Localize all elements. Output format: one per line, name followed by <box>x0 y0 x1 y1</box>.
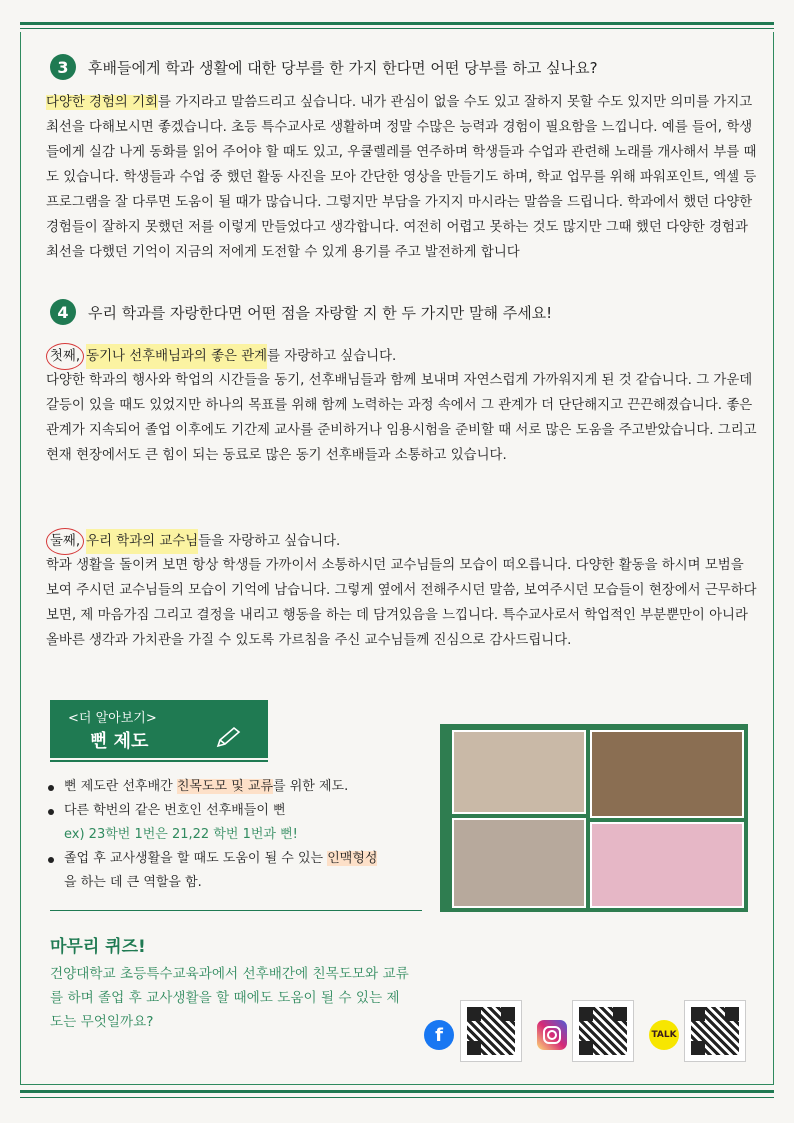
bullet-dot <box>48 857 54 863</box>
second-point-body: 학과 생활을 돌이켜 보면 항상 학생들 가까이서 소통하시던 교수님들의 모습이 떠오릅니다. 다양한 활동을 하시며 모범을 보여 주시던 교수님들의 모습이 기억에 남습니다. 그렇게 옆에서 전해주시던 말씀, 보여주시던 모습들이 현장에서 근무하다 보면, 제 마음가짐 그리고 결정을 내리고 행동을 하는 데 담겨있음을 느낍니다. 특수교사로서 학업적인 부분뿐만이 아니라 올바른 생각과 가치관을 가질 수 있도록 가르침을 주신 교수님들께 진심으로 감사드립니다. <box>46 558 757 648</box>
bottom-rule <box>20 1090 774 1093</box>
bullet-text: 졸업 후 교사생활을 할 때도 도움이 될 수 있는 <box>64 851 328 866</box>
pencil-icon <box>212 726 242 750</box>
instagram-qr-code[interactable] <box>572 1000 634 1062</box>
question-number-badge: 4 <box>50 299 76 325</box>
photo-dinner <box>590 730 744 818</box>
bullet-text: 다른 학번의 같은 번호인 선후배들이 뻔 <box>64 803 286 818</box>
banner-title: 뻔 제도 <box>90 731 149 752</box>
second-marker: 둘째, <box>46 528 84 555</box>
question-number-badge: 3 <box>50 54 76 80</box>
question-text: 우리 학과를 자랑한다면 어떤 점을 자랑할 지 한 두 가지만 말해 주세요! <box>88 303 553 322</box>
photo-friends-selfie <box>452 730 586 814</box>
lead-tail: 들을 자랑하고 싶습니다. <box>198 534 341 549</box>
bullet-dot <box>48 785 54 791</box>
list-item <box>48 847 438 895</box>
highlight-text: 인맥형성 <box>327 851 378 866</box>
question-4 <box>50 299 552 325</box>
example-line: ex) 23학번 1번은 21,22 학번 1번과 뻔! <box>64 827 298 842</box>
first-marker: 첫째, <box>46 343 84 370</box>
top-rule-thin <box>20 28 774 29</box>
list-item <box>48 775 438 799</box>
first-point-body: 다양한 학과의 행사와 학업의 시간들을 동기, 선후배님들과 함께 보내며 자연스럽게 가까워지게 된 것 같습니다. 그 가운데 갈등이 있을 때도 있었지만 하나의 목표를 위해 함께 노력하는 과정 속에서 그 관계가 더 단단해지고 끈끈해졌습니다. 좋은 관계가 지속되어 졸업 이후에도 기간제 교사를 준비하거나 임용시험을 준비할 때 서로 많은 도움을 주고받았습니다. 그리고 현재 현장에서도 큰 힘이 되는 동료로 많은 동기 선후배들과 소통하고 있습니다. <box>46 373 757 463</box>
question-3 <box>50 54 598 80</box>
banner-subtitle: <더 알아보기> <box>68 711 157 726</box>
highlight-text: 동기나 선후배님과의 좋은 관계 <box>86 344 267 369</box>
bottom-rule-thin <box>20 1097 774 1098</box>
photo-group <box>452 818 586 908</box>
answer-3 <box>46 90 758 265</box>
lead-tail: 를 자랑하고 싶습니다. <box>267 349 397 364</box>
highlight-text: 다양한 경험의 기회 <box>46 95 158 110</box>
bun-system-list <box>48 775 438 895</box>
photo-collage <box>440 724 748 912</box>
highlight-text: 친목도모 및 교류 <box>176 779 274 794</box>
first-point-lead <box>46 343 396 370</box>
facebook-icon[interactable]: f <box>424 1020 454 1050</box>
bullet-text: 을 하는 데 큰 역할을 함. <box>64 875 202 890</box>
list-item <box>48 799 438 823</box>
highlight-text: 우리 학과의 교수님 <box>86 529 198 554</box>
banner-underline <box>50 760 268 762</box>
photo-booth <box>590 822 744 908</box>
quiz-text: 건양대학교 초등특수교육과에서 선후배간에 친목도모와 교류를 하며 졸업 후 교사생활을 할 때에도 도움이 될 수 있는 제도는 무엇일까요? <box>50 966 409 1030</box>
bullet-text: 뻔 제도란 선후배간 <box>64 779 177 794</box>
answer-text: 를 가지라고 말씀드리고 싶습니다. 내가 관심이 없을 수도 있고 잘하지 못할 수도 있지만 의미를 가지고 최선을 다해보시면 좋겠습니다. 초등 특수교사로 생활하며 정말 수많은 능력과 경험이 필요함을 느낍니다. 예를 들어, 학생들에게 실감 나게 동화를 읽어 주어야 할 때도 있고, 우쿨렐레를 연주하며 학생들과 수업과 관련해 노래를 개사해서 부를 때도 있습니다. 학생들과 수업 중 했던 활동 사진을 모아 간단한 영상을 만들기도 하며, 학교 업무를 위해 파워포인트, 엑셀 등 프로그램을 잘 다루면 도움이 될 때가 많습니다. 그렇지만 부담을 가지지 마시라는 말씀을 드립니다. 학과에서 했던 다양한 경험들이 잘하지 못했던 저를 이렇게 만들었다고 생각합니다. 여전히 어렵고 못하는 것도 많지만 그때 했던 다양한 경험과 최선을 다했던 기억이 지금의 저에게 도전할 수 있게 용기를 주고 발전하게 합니다 <box>46 95 757 260</box>
instagram-icon[interactable] <box>537 1020 567 1050</box>
question-text: 후배들에게 학과 생활에 대한 당부를 한 가지 한다면 어떤 당부를 하고 싶나요? <box>88 58 598 77</box>
quiz-title: 마무리 퀴즈! <box>50 937 146 957</box>
facebook-qr-code[interactable] <box>460 1000 522 1062</box>
bullet-text: 를 위한 제도. <box>273 779 349 794</box>
bullet-dot <box>48 809 54 815</box>
second-point-lead <box>46 528 340 555</box>
section-divider <box>50 910 422 911</box>
more-info-banner <box>50 700 268 758</box>
top-rule <box>20 22 774 25</box>
kakaotalk-qr-code[interactable] <box>684 1000 746 1062</box>
kakaotalk-icon[interactable]: TALK <box>649 1020 679 1050</box>
